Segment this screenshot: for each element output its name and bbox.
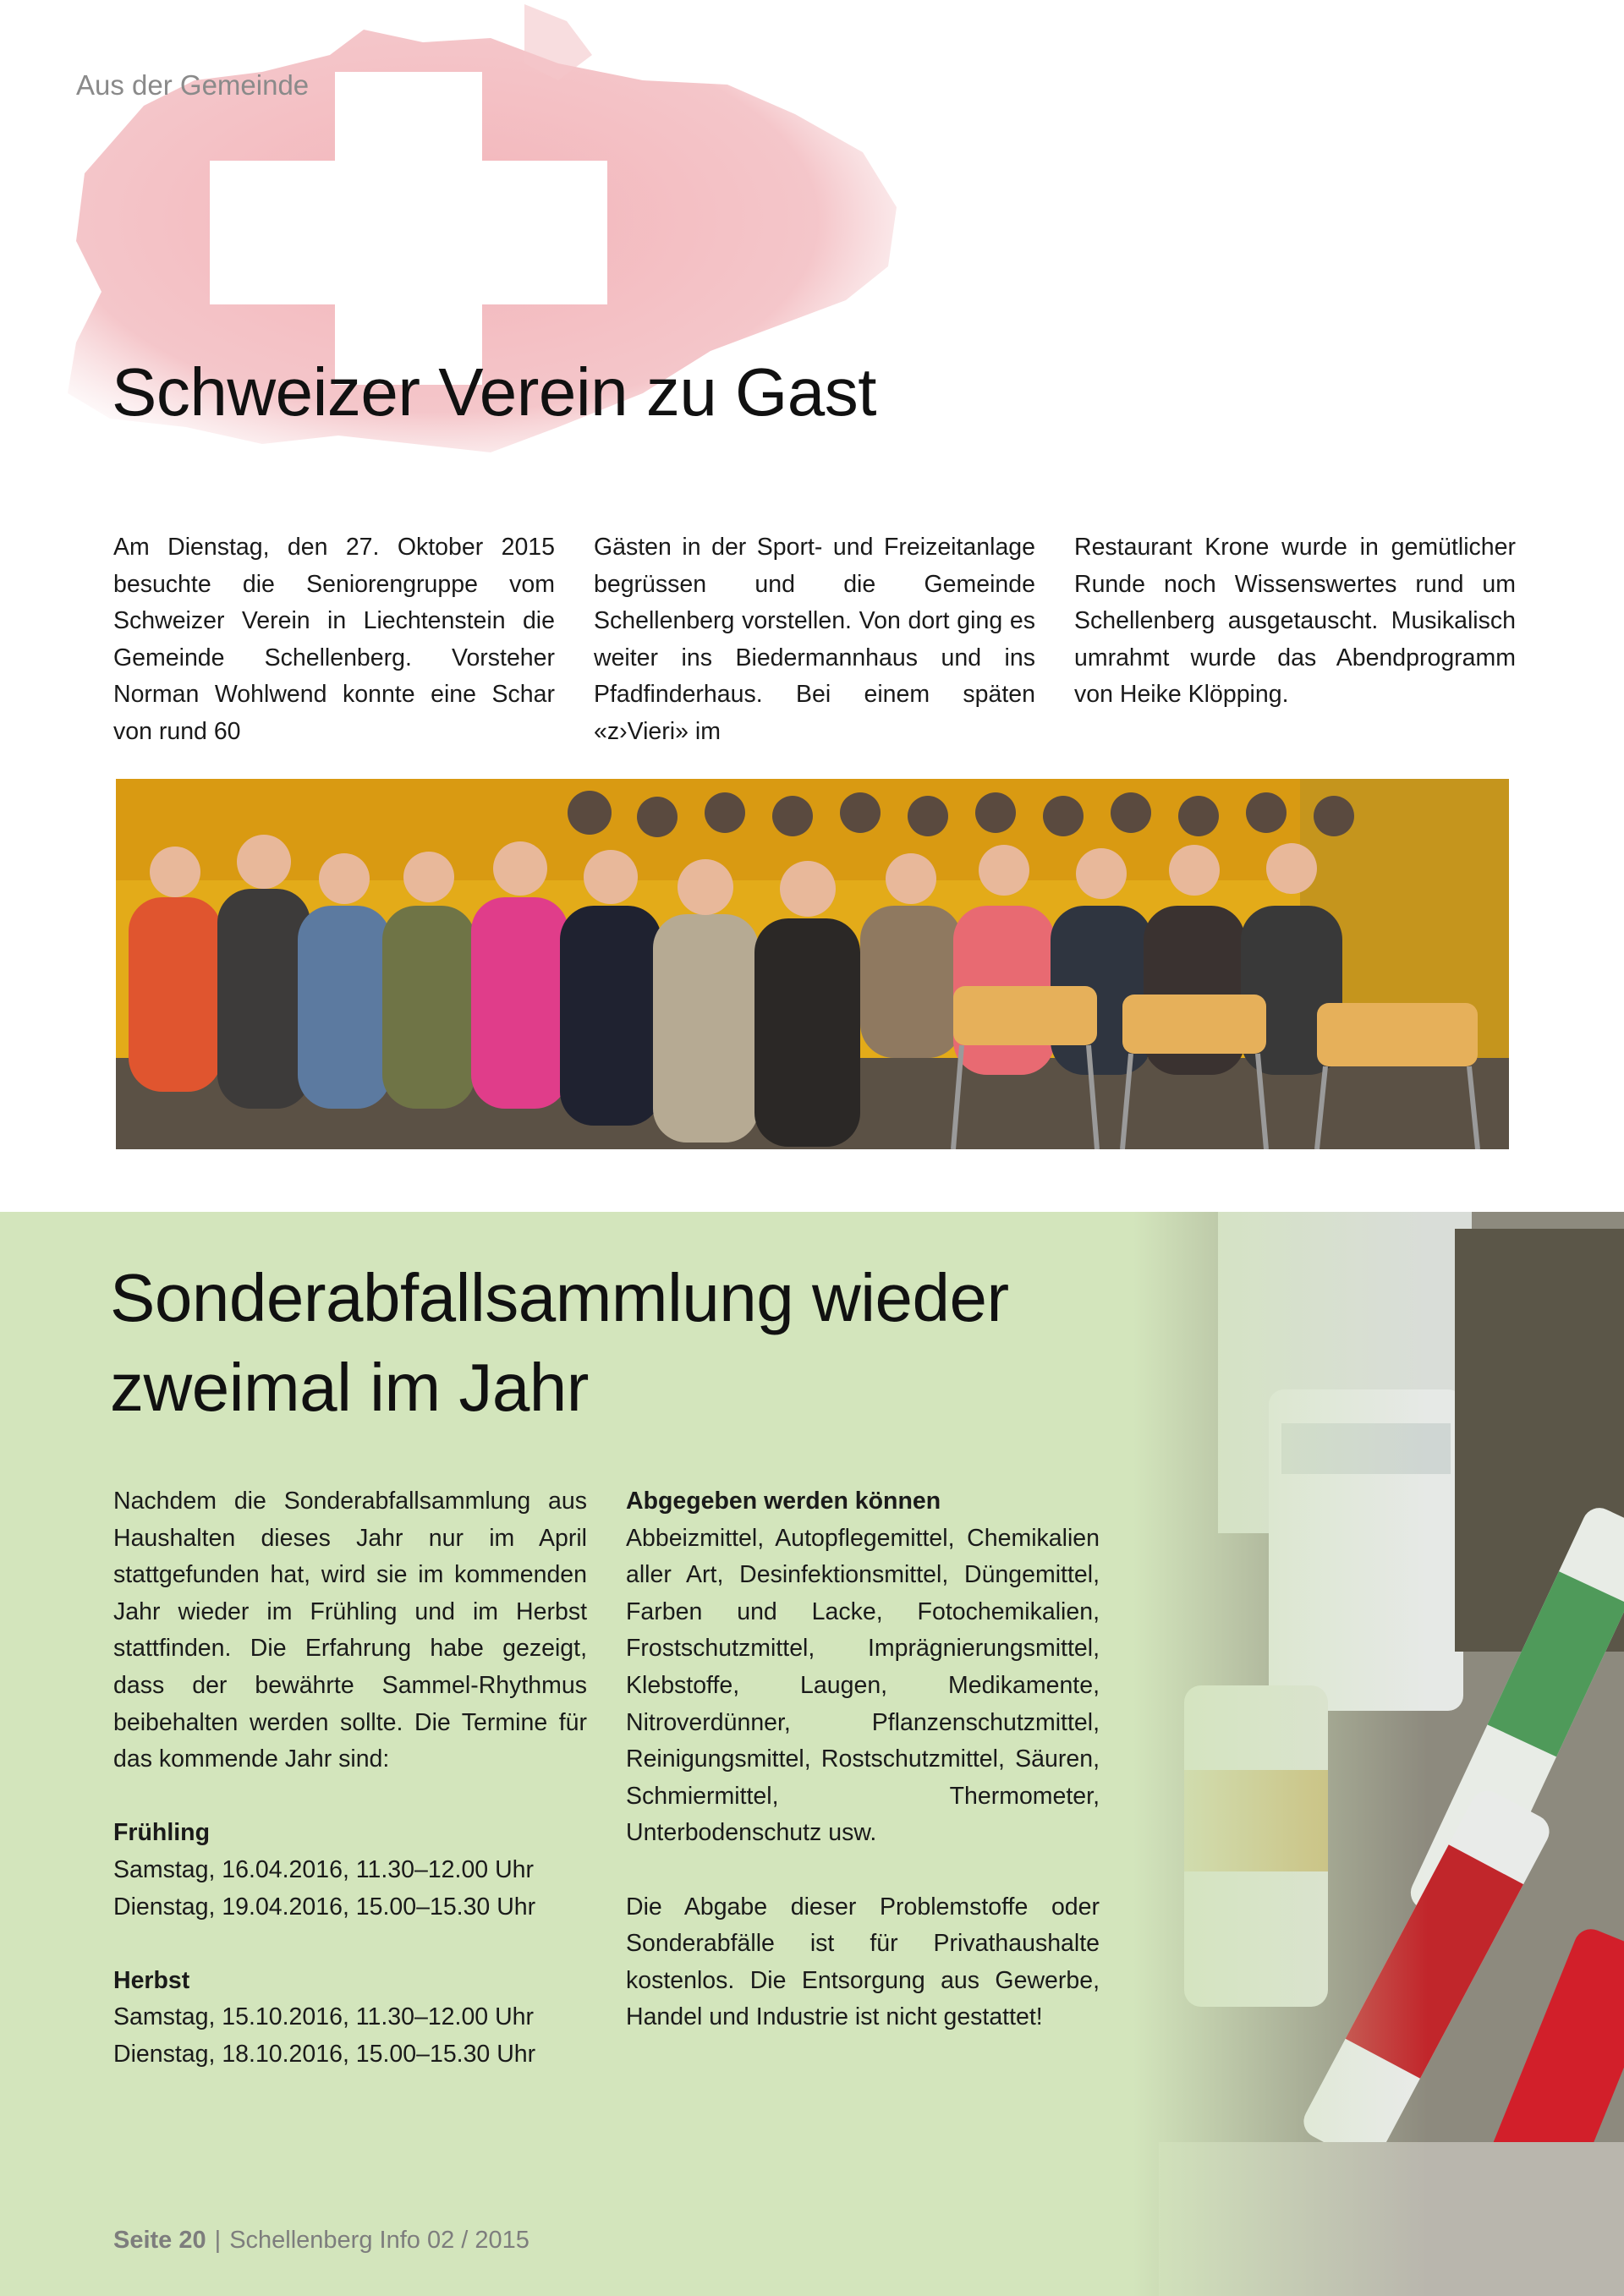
section-label: Aus der Gemeinde xyxy=(76,69,310,101)
spring-date-2: Dienstag, 19.04.2016, 15.00–15.30 Uhr xyxy=(113,1893,536,1921)
autumn-date-1: Samstag, 15.10.2016, 11.30–12.00 Uhr xyxy=(113,2003,534,2031)
footer-separator: | xyxy=(214,2227,222,2254)
collection-dates-column xyxy=(113,1483,587,2074)
disposal-note: Die Abgabe dieser Problemstoffe oder Sonderabfälle ist für Privathaushalte kostenlos. Die Entsorgung aus Gewerbe, Handel und Industrie ist nicht gestattet! xyxy=(626,1893,1100,2031)
title-line-1: Sonderabfallsammlung wieder xyxy=(110,1260,1009,1335)
accepted-items-column xyxy=(626,1483,1100,2036)
spring-heading: Frühling xyxy=(113,1819,210,1847)
article-title: Schweizer Verein zu Gast xyxy=(112,354,876,430)
hazardous-waste-photo xyxy=(1133,1212,1624,2296)
article-column-2: Gästen in der Sport- und Freizeitanlage begrüssen und die Gemeinde Schellenberg vorstellen. Von dort ging es weiter ins Biedermannhaus und ins Pfadfinderhaus. Bei einem späten «z›Vieri» im xyxy=(594,534,1035,745)
page-footer xyxy=(113,2227,529,2255)
intro-paragraph: Nachdem die Sonderabfallsammlung aus Haushalten dieses Jahr nur im April stattgefunden hat, wird sie im kommenden Jahr wieder im Frühling und im Herbst stattfinden. Die Erfahrung habe gezeigt, dass der bewährte Sammel-Rhythmus beibehalten werden sollte. Die Termine für das kommende Jahr sind: xyxy=(113,1488,587,1773)
autumn-heading: Herbst xyxy=(113,1966,190,1994)
autumn-date-2: Dienstag, 18.10.2016, 15.00–15.30 Uhr xyxy=(113,2040,536,2068)
article-column-3: Restaurant Krone wurde in gemütlicher Runde noch Wissenswertes rund um Schellenberg ausgetauscht. Musikalisch umrahmt wurde das Abendprogramm von Heike Klöpping. xyxy=(1074,534,1516,708)
publication-name: Schellenberg Info 02 / 2015 xyxy=(229,2227,529,2254)
accepted-list: Abbeizmittel, Autopflegemittel, Chemikalien aller Art, Desinfektionsmittel, Düngemittel, Farben und Lacke, Fotochemikalien, Frostschutzmittel, Imprägnierungsmittel, Klebstoffe, Laugen, Medikamente, Nitroverdünner, Pflanzenschutzmittel, Reinigungsmittel, Rostschutzmittel, Säuren, Schmiermittel, Thermometer, Unterbodenschutz usw. xyxy=(626,1524,1100,1847)
accepted-heading: Abgegeben werden können xyxy=(626,1488,941,1515)
page-number: Seite 20 xyxy=(113,2227,206,2254)
article-column-1: Am Dienstag, den 27. Oktober 2015 besuchte die Seniorengruppe vom Schweizer Verein in Liechtenstein die Gemeinde Schellenberg. Vorsteher Norman Wohlwend konnte eine Schar von rund 60 xyxy=(113,534,555,745)
audience-photo xyxy=(116,779,1509,1149)
title-line-2: zweimal im Jahr xyxy=(110,1350,589,1425)
spring-date-1: Samstag, 16.04.2016, 11.30–12.00 Uhr xyxy=(113,1855,534,1883)
article-title-2 xyxy=(110,1253,1125,1433)
